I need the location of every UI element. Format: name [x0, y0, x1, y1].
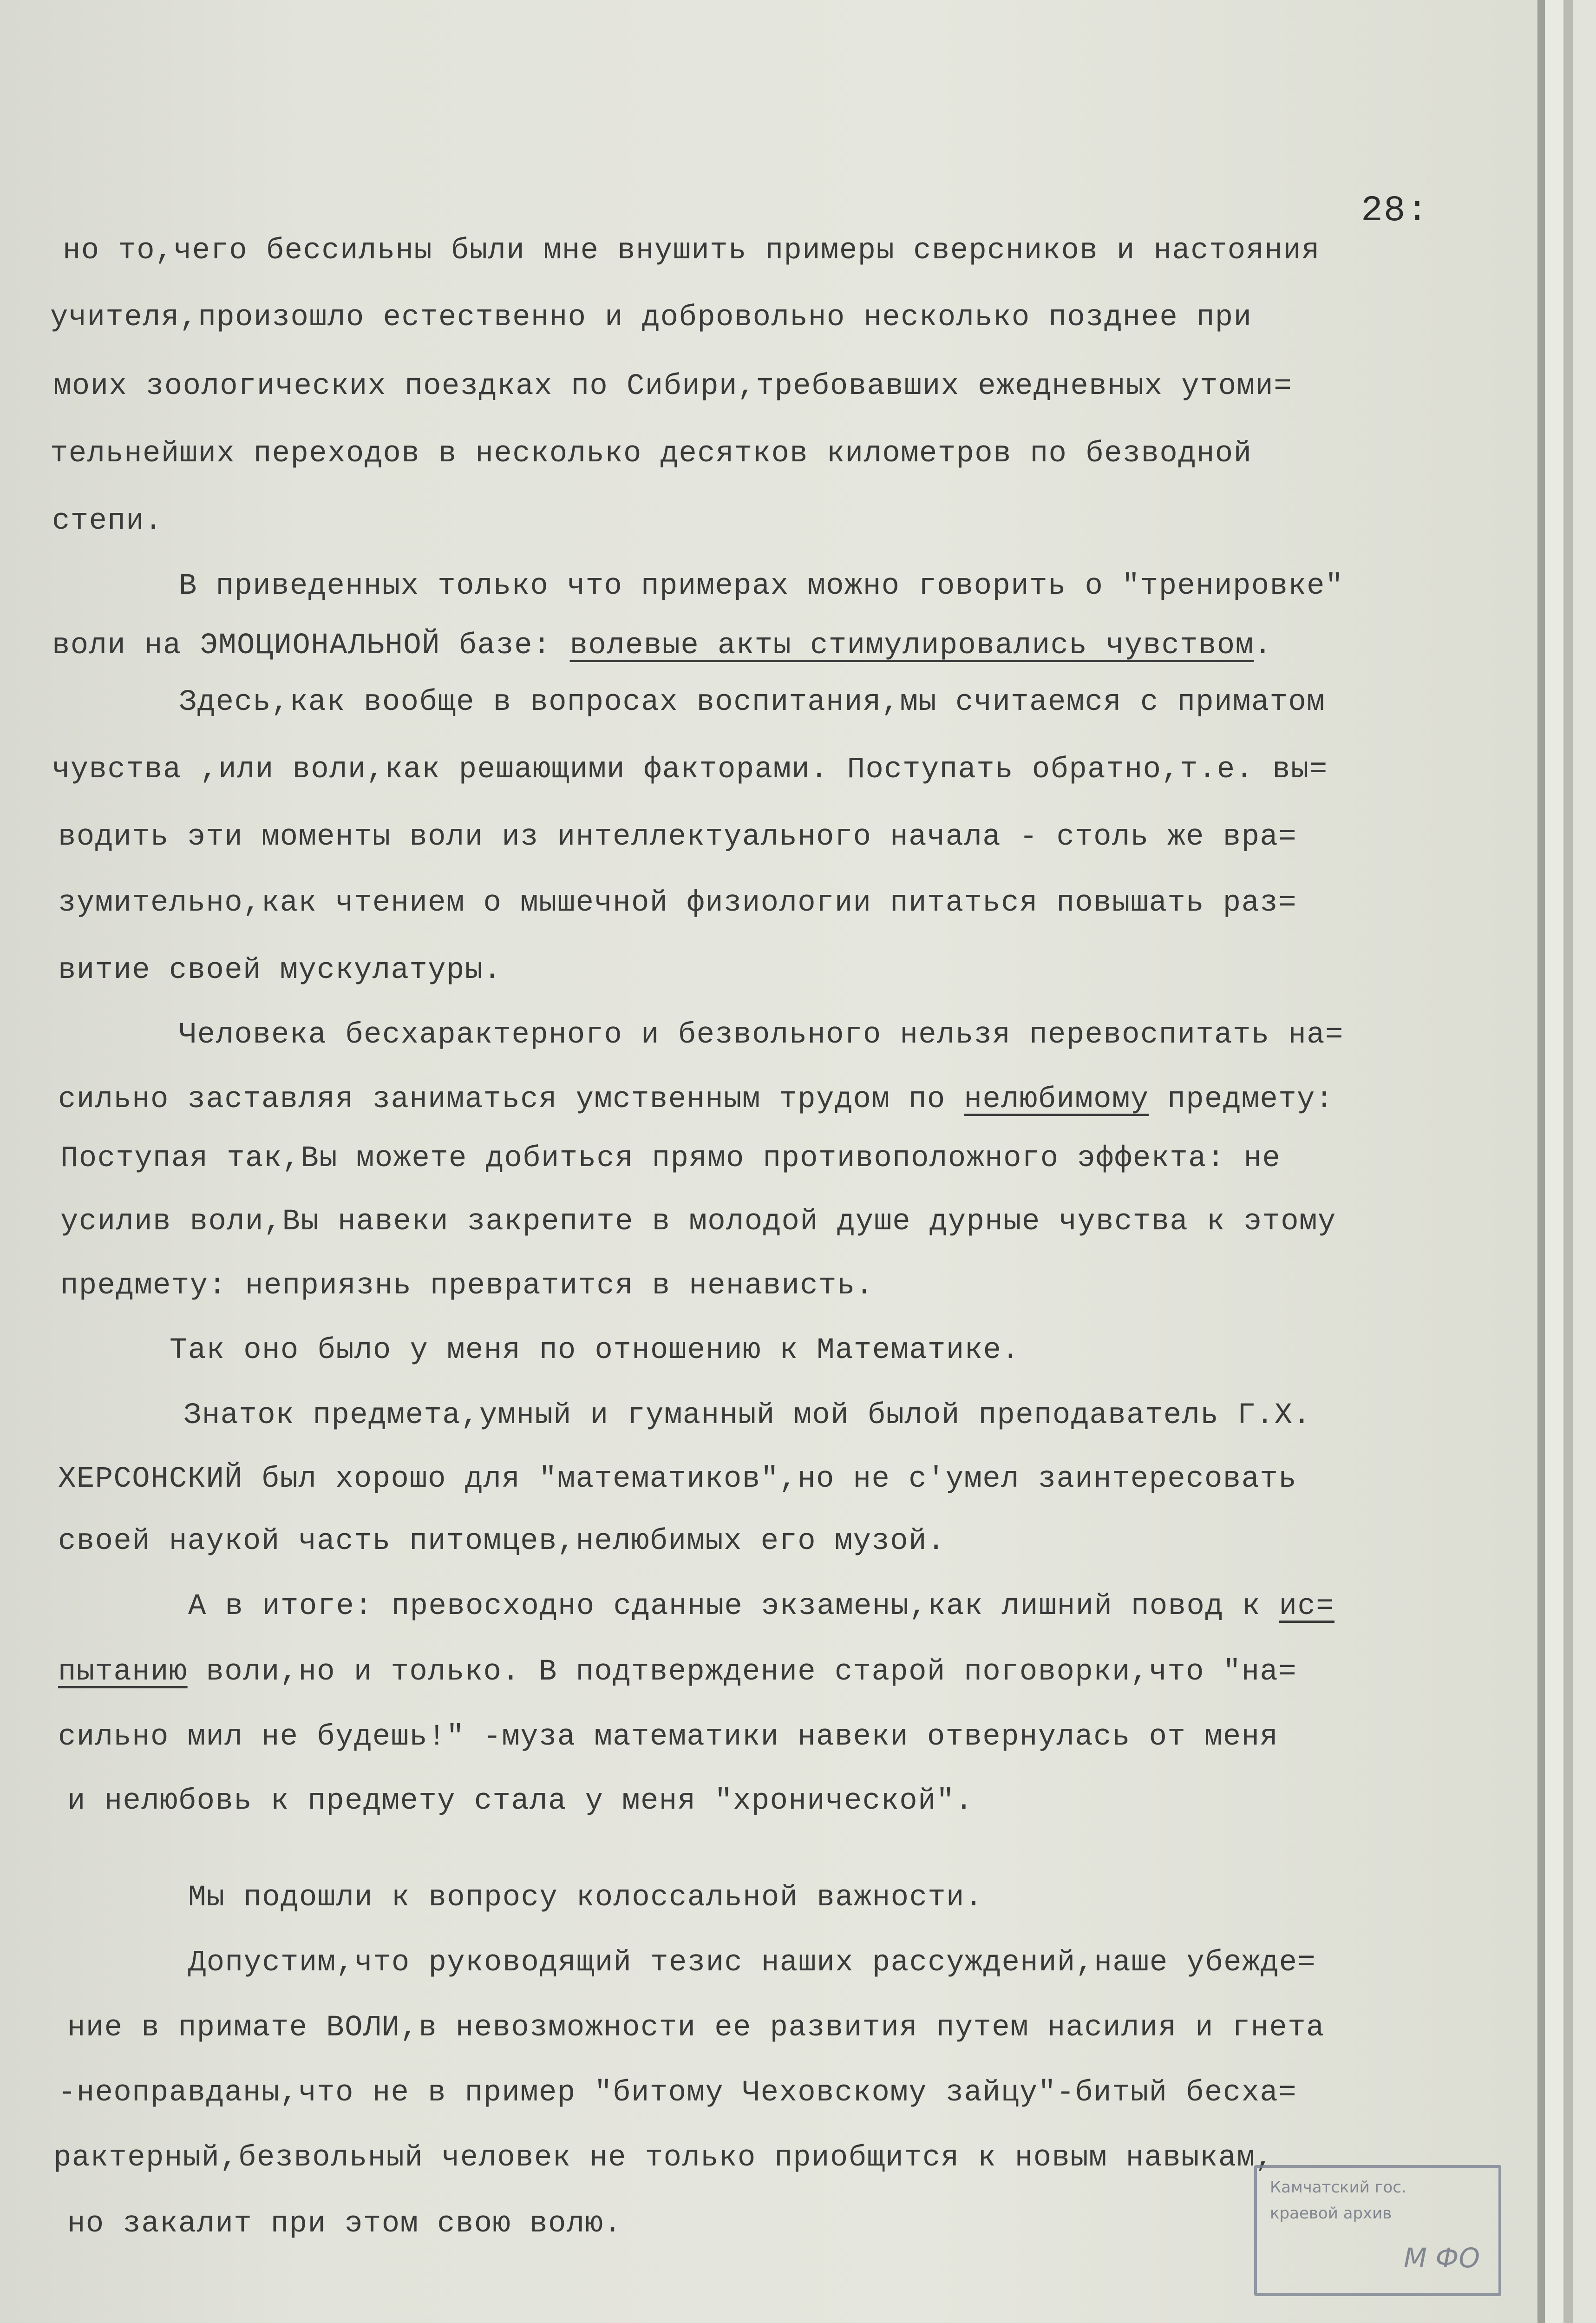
text-line: водить эти моменты воли из интеллектуального начала - столь же вра= [58, 820, 1297, 854]
page-edge [1573, 0, 1596, 2323]
text-line: витие своей мускулатуры. [58, 954, 502, 987]
text-line: Так оно было у меня по отношению к Математике. [170, 1334, 1020, 1367]
underlined-text: пытанию [58, 1655, 188, 1689]
text-line: учителя,произошло естественно и добровольно несколько позднее при [50, 301, 1252, 335]
text-line: Мы подошли к вопросу колоссальной важности. [188, 1881, 983, 1915]
text-line: предмету: неприязнь превратится в ненависть. [60, 1269, 874, 1303]
text-line: моих зоологических поездках по Сибири,требовавших ежедневных утоми= [53, 370, 1293, 403]
text-line: Здесь,как вообще в вопросах воспитания,мы считаемся с приматом [179, 686, 1325, 719]
text-fragment: А в итоге: превосходно сданные экзамены,как лишний повод к [188, 1590, 1279, 1623]
text-line: но закалит при этом свою волю. [67, 2207, 622, 2241]
text-line: -неоправданы,что не в пример "битому Чеховскому зайцу"-битый бесха= [58, 2076, 1297, 2110]
text-line: зумительно,как чтением о мышечной физиологии питаться повышать раз= [58, 886, 1297, 920]
text-fragment: сильно заставляя заниматься умственным трудом по [58, 1083, 964, 1116]
text-line: ХЕРСОНСКИЙ был хорошо для "математиков",но не с'умел заинтересовать [58, 1463, 1297, 1496]
underlined-text: волевые акты стимулировались чувством [569, 629, 1254, 663]
text-fragment: предмету: [1149, 1083, 1334, 1116]
text-line [58, 1085, 1334, 1115]
text-line: усилив воли,Вы навеки закрепите в молодой душе дурные чувства к этому [60, 1205, 1336, 1239]
text-line: и нелюбовь к предмету стала у меня "хронической". [67, 1785, 974, 1818]
text-line: степи. [52, 505, 163, 538]
text-line: ние в примате ВОЛИ,в невозможности ее развития путем насилия и гнета [67, 2011, 1325, 2045]
stamp-line: М ФО [1403, 2242, 1480, 2274]
text-line: Человека бесхарактерного и безвольного нельзя перевоспитать на= [179, 1018, 1344, 1052]
archive-stamp [1254, 2165, 1501, 2296]
text-line: сильно мил не будешь!" -муза математики навеки отвернулась от меня [58, 1720, 1279, 1754]
stamp-line: краевой архив [1270, 2204, 1392, 2223]
text-line: тельнейших переходов в несколько десятков километров по безводной [50, 437, 1252, 471]
page-edge [1537, 0, 1545, 2323]
page-number: 28: [1361, 190, 1429, 231]
text-line: но то,чего бессильны были мне внушить примеры сверсников и настояния [63, 234, 1320, 268]
text-line: рактерный,безвольный человек не только приобщится к новым навыкам, [53, 2141, 1274, 2175]
underlined-text: нелюбимому [964, 1083, 1149, 1116]
text-line: Знаток предмета,умный и гуманный мой былой преподаватель Г.Х. [183, 1399, 1312, 1432]
page-edge [1563, 0, 1573, 2323]
text-line: В приведенных только что примерах можно говорить о "тренировке" [179, 570, 1344, 603]
text-line: Поступая так,Вы можете добиться прямо противоположного эффекта: не [60, 1142, 1281, 1175]
text-fragment: воли,но и только. В подтверждение старой поговорки,что "на= [187, 1655, 1297, 1689]
text-line [188, 1592, 1334, 1621]
text-line: чувства ,или воли,как решающими факторами. Поступать обратно,т.е. вы= [52, 753, 1328, 787]
text-line [58, 1657, 1297, 1687]
page-edge [1545, 0, 1563, 2323]
text-line [52, 631, 1272, 661]
text-fragment: . [1254, 629, 1273, 663]
text-fragment: воли на ЭМОЦИОНАЛЬНОЙ базе: [52, 629, 570, 663]
underlined-text: ис= [1279, 1590, 1334, 1623]
text-line: Допустим,что руководящий тезис наших рассуждений,наше убежде= [188, 1946, 1316, 1980]
text-line: своей наукой часть питомцев,нелюбимых его музой. [58, 1525, 946, 1558]
stamp-line: Камчатский гос. [1270, 2178, 1406, 2197]
